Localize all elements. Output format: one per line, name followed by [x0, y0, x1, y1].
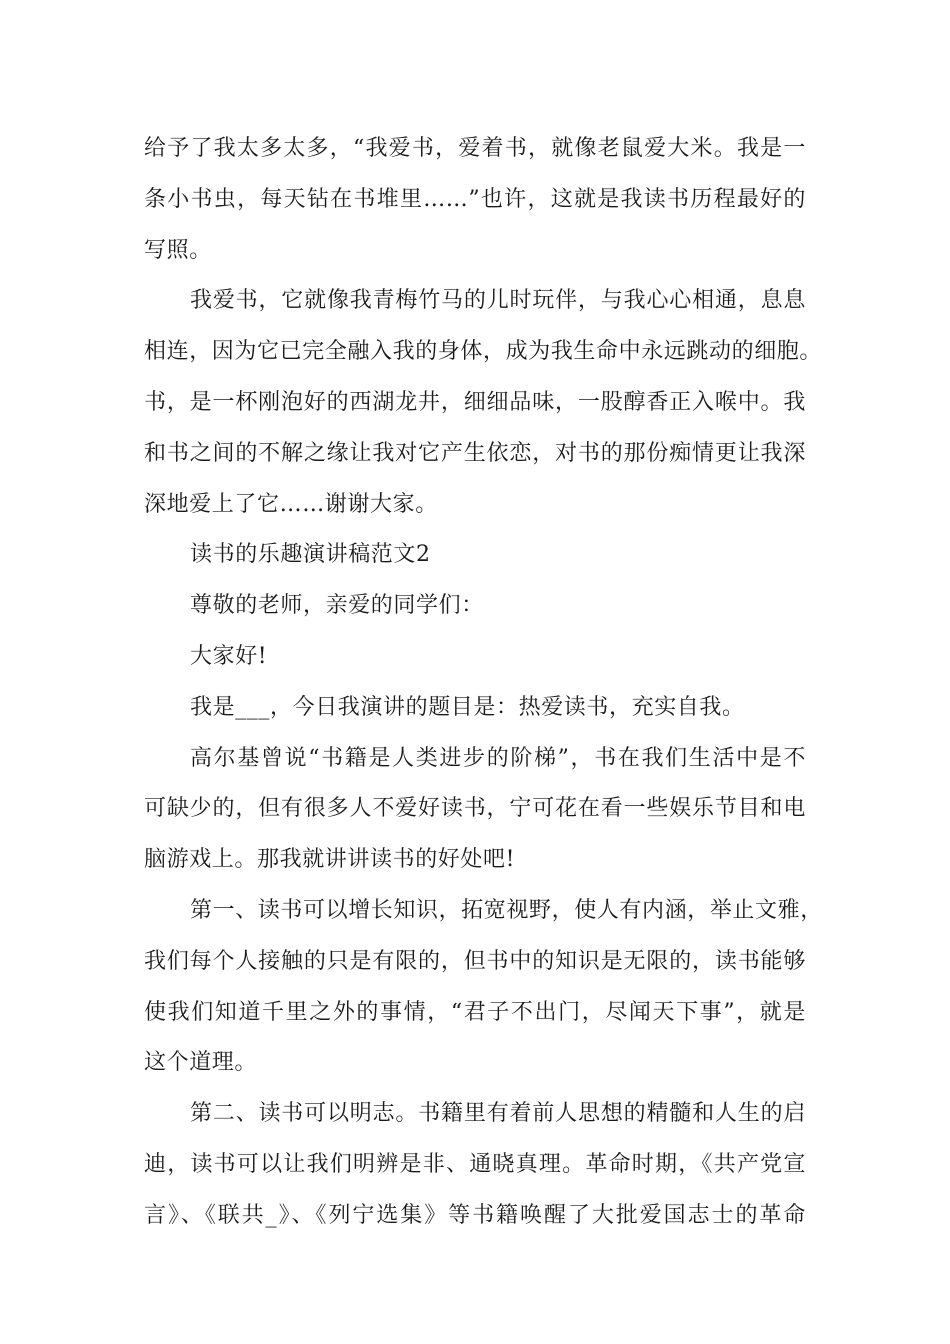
paragraph-para-second: [144, 1089, 806, 1241]
text-line: 深地爱上了它……谢谢大家。: [144, 491, 438, 517]
text-line: 迪，读书可以让我们明辨是非、通晓真理。革命时期，《共产党宣: [144, 1151, 806, 1177]
text-line: 相连，因为它已完全融入我的身体，成为我生命中永远跳动的细胞。: [144, 339, 823, 365]
text-line: 我爱书，它就像我青梅竹马的儿时玩伴，与我心心相通，息息: [190, 288, 806, 314]
paragraph-section-title: [144, 530, 806, 581]
text-line: 和书之间的不解之缘让我对它产生依恋，对书的那份痴情更让我深: [144, 440, 806, 466]
paragraph-para-continuation: [144, 124, 806, 276]
text-line: 这个道理。: [144, 1050, 258, 1076]
paragraph-para-gorky: [144, 734, 806, 886]
text-line: 尊敬的老师，亲爱的同学们：: [190, 593, 484, 619]
paragraph-para-first: [144, 886, 823, 1089]
text-line: 大家好!: [190, 643, 268, 669]
document-body: [144, 124, 823, 1242]
paragraph-para-love-books: [144, 276, 823, 530]
text-line: 言》、《联共_》、《列宁选集》等书籍唤醒了大批爱国志士的革命: [144, 1202, 806, 1228]
paragraph-greeting: [144, 632, 806, 683]
text-line: 我是___，今日我演讲的题目是：热爱读书，充实自我。: [190, 694, 745, 720]
text-line: 高尔基曾说“书籍是人类进步的阶梯”，书在我们生活中是不: [190, 745, 806, 771]
text-line: 写照。: [144, 237, 212, 263]
text-line: 书，是一杯刚泡好的西湖龙井，细细品味，一股醇香正入喉中。我: [144, 389, 806, 415]
text-line: 第一、读书可以增长知识，拓宽视野，使人有内涵，举止文雅，: [190, 897, 823, 923]
text-line: 使我们知道千里之外的事情，“君子不出门，尽闻天下事”，就是: [144, 999, 806, 1025]
paragraph-intro: [144, 683, 806, 734]
text-line: 第二、读书可以明志。书籍里有着前人思想的精髓和人生的启: [190, 1101, 806, 1127]
text-line: 给予了我太多太多，“我爱书，爱着书，就像老鼠爱大米。我是一: [144, 136, 806, 161]
text-line: 可缺少的，但有很多人不爱好读书，宁可花在看一些娱乐节目和电: [144, 796, 806, 822]
text-line: 我们每个人接触的只是有限的，但书中的知识是无限的，读书能够: [144, 948, 806, 974]
text-line: 读书的乐趣演讲稿范文2: [190, 542, 431, 568]
paragraph-salutation: [144, 581, 806, 632]
text-line: 条小书虫，每天钻在书堆里……”也许，这就是我读书历程最好的: [144, 186, 806, 212]
text-line: 脑游戏上。那我就讲讲读书的好处吧!: [144, 847, 516, 873]
